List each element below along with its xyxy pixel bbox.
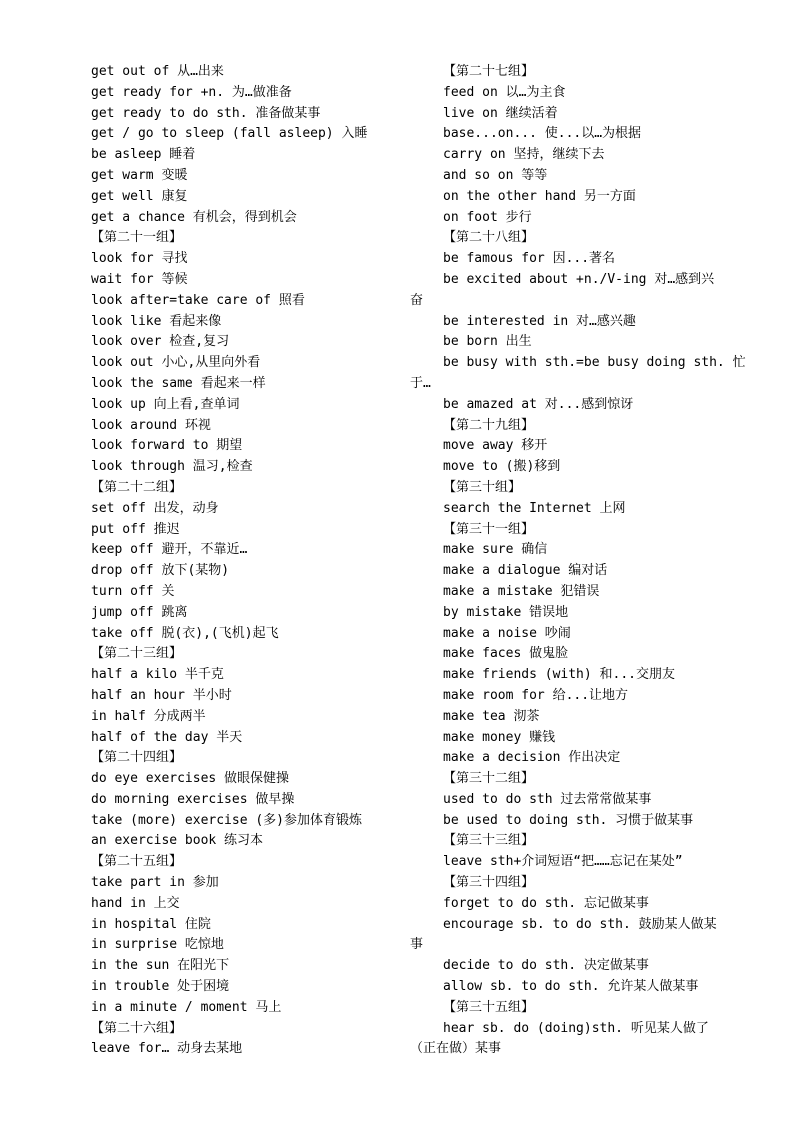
- phrase-entry: put off 推迟: [91, 521, 180, 537]
- group-heading: 【第二十六组】: [91, 1020, 183, 1036]
- phrase-entry: do eye exercises 做眼保健操: [91, 771, 290, 787]
- phrase-entry: look like 看起来像: [91, 313, 222, 329]
- phrase-entry: take (more) exercise (多)参加体育锻炼: [91, 812, 363, 828]
- phrase-entry: by mistake 错误地: [443, 604, 569, 620]
- phrase-entry: search the Internet 上网: [443, 500, 626, 516]
- phrase-entry: half a kilo 半千克: [91, 667, 224, 683]
- phrase-entry: look through 温习,检查: [91, 459, 253, 475]
- group-heading: 【第二十二组】: [91, 479, 183, 495]
- entry-continuation: 事: [410, 937, 424, 953]
- phrase-entry: allow sb. to do sth. 允许某人做某事: [443, 979, 699, 995]
- phrase-entry: jump off 跳离: [91, 604, 188, 620]
- phrase-entry: in surprise 吃惊地: [91, 937, 224, 953]
- phrase-entry: move to (搬)移到: [443, 459, 561, 475]
- phrase-entry: feed on 以…为主食: [443, 84, 566, 100]
- group-heading: 【第二十五组】: [91, 854, 183, 870]
- phrase-entry: look out 小心,从里向外看: [91, 355, 261, 371]
- phrase-entry: on foot 步行: [443, 209, 532, 225]
- phrase-entry: get warm 变暖: [91, 167, 188, 183]
- phrase-entry: make a noise 吵闹: [443, 625, 571, 641]
- phrase-entry: half an hour 半小时: [91, 687, 232, 703]
- phrase-entry: on the other hand 另一方面: [443, 188, 636, 204]
- phrase-entry: decide to do sth. 决定做某事: [443, 958, 649, 974]
- phrase-entry: and so on 等等: [443, 167, 548, 183]
- phrase-entry: carry on 坚持，继续下去: [443, 147, 605, 163]
- entry-continuation: 于…: [410, 375, 431, 391]
- group-heading: 【第二十三组】: [91, 646, 183, 662]
- phrase-entry: get out of 从…出来: [91, 64, 224, 79]
- phrase-entry: get well 康复: [91, 188, 188, 204]
- phrase-entry: be born 出生: [443, 334, 532, 350]
- phrase-entry: hear sb. do (doing)sth. 听见某人做了: [443, 1020, 709, 1036]
- phrase-entry: be famous for 因...著名: [443, 251, 616, 267]
- phrase-entry: make a decision 作出决定: [443, 750, 621, 766]
- entry-continuation: 奋: [410, 292, 424, 308]
- phrase-entry: make tea 沏茶: [443, 708, 540, 724]
- phrase-entry: leave for… 动身去某地: [91, 1041, 243, 1057]
- phrase-entry: get ready to do sth. 准备做某事: [91, 105, 321, 121]
- phrase-entry: live on 继续活着: [443, 105, 558, 121]
- phrase-entry: make a mistake 犯错误: [443, 583, 600, 599]
- phrase-entry: base...on... 使...以…为根据: [443, 126, 642, 142]
- phrase-entry: do morning exercises 做早操: [91, 791, 295, 807]
- phrase-entry: used to do sth 过去常常做某事: [443, 791, 652, 807]
- phrase-entry: be used to doing sth. 习惯于做某事: [443, 812, 694, 828]
- phrase-entry: get ready for +n. 为…做准备: [91, 84, 292, 100]
- group-heading: 【第三十组】: [443, 479, 522, 495]
- phrase-entry: be amazed at 对...感到惊讶: [443, 396, 634, 412]
- group-heading: 【第二十一组】: [91, 230, 183, 246]
- group-heading: 【第二十七组】: [443, 64, 535, 79]
- phrase-entry: look forward to 期望: [91, 438, 243, 454]
- phrase-entry: half of the day 半天: [91, 729, 243, 745]
- phrase-entry: forget to do sth. 忘记做某事: [443, 895, 649, 911]
- phrase-entry: make faces 做鬼脸: [443, 646, 569, 662]
- group-heading: 【第三十二组】: [443, 771, 535, 787]
- phrase-entry: in hospital 住院: [91, 916, 211, 932]
- phrase-entry: be busy with sth.=be busy doing sth. 忙: [443, 355, 746, 371]
- phrase-entry: in a minute / moment 马上: [91, 999, 282, 1015]
- phrase-entry: be excited about +n./V-ing 对…感到兴: [443, 271, 715, 287]
- phrase-entry: make friends (with) 和...交朋友: [443, 667, 676, 683]
- phrase-entry: get a chance 有机会，得到机会: [91, 209, 297, 225]
- group-heading: 【第二十九组】: [443, 417, 535, 433]
- group-heading: 【第二十八组】: [443, 230, 535, 246]
- phrase-entry: hand in 上交: [91, 895, 180, 911]
- phrase-entry: get / go to sleep (fall asleep) 入睡: [91, 126, 368, 142]
- phrase-entry: make money 赚钱: [443, 729, 556, 745]
- phrase-entry: keep off 避开，不靠近…: [91, 542, 248, 558]
- group-heading: 【第三十五组】: [443, 999, 535, 1015]
- phrase-entry: look over 检查,复习: [91, 334, 230, 350]
- phrase-entry: turn off 关: [91, 583, 175, 599]
- group-heading: 【第三十四组】: [443, 875, 535, 891]
- phrase-entry: set off 出发，动身: [91, 500, 219, 516]
- right-column: [410, 62, 746, 1060]
- phrase-entry: move away 移开: [443, 438, 548, 454]
- phrase-entry: be interested in 对…感兴趣: [443, 313, 636, 329]
- phrase-entry: drop off 放下(某物): [91, 563, 230, 579]
- group-heading: 【第三十三组】: [443, 833, 535, 849]
- phrase-entry: make room for 给...让地方: [443, 687, 629, 703]
- phrase-entry: make sure 确信: [443, 542, 548, 558]
- phrase-entry: an exercise book 练习本: [91, 833, 264, 849]
- phrase-entry: look up 向上看,查单词: [91, 396, 240, 412]
- phrase-entry: look for 寻找: [91, 251, 188, 267]
- phrase-entry: in trouble 处于困境: [91, 979, 230, 995]
- phrase-entry: be asleep 睡着: [91, 147, 196, 163]
- phrase-entry: in half 分成两半: [91, 708, 206, 724]
- phrase-entry: take part in 参加: [91, 875, 219, 891]
- phrase-entry: wait for 等候: [91, 271, 188, 287]
- phrase-entry: leave sth+介词短语“把……忘记在某处”: [443, 854, 683, 870]
- phrase-entry: in the sun 在阳光下: [91, 958, 230, 974]
- phrase-entry: look around 环视: [91, 417, 211, 433]
- phrase-entry: look after=take care of 照看: [91, 292, 305, 308]
- phrase-entry: take off 脱(衣),(飞机)起飞: [91, 625, 279, 641]
- phrase-entry: encourage sb. to do sth. 鼓励某人做某: [443, 916, 717, 932]
- phrase-entry: look the same 看起来一样: [91, 375, 266, 391]
- entry-continuation: （正在做）某事: [410, 1041, 502, 1057]
- phrase-entry: make a dialogue 编对话: [443, 563, 608, 579]
- group-heading: 【第二十四组】: [91, 750, 183, 766]
- group-heading: 【第三十一组】: [443, 521, 535, 537]
- left-column: [91, 62, 401, 1060]
